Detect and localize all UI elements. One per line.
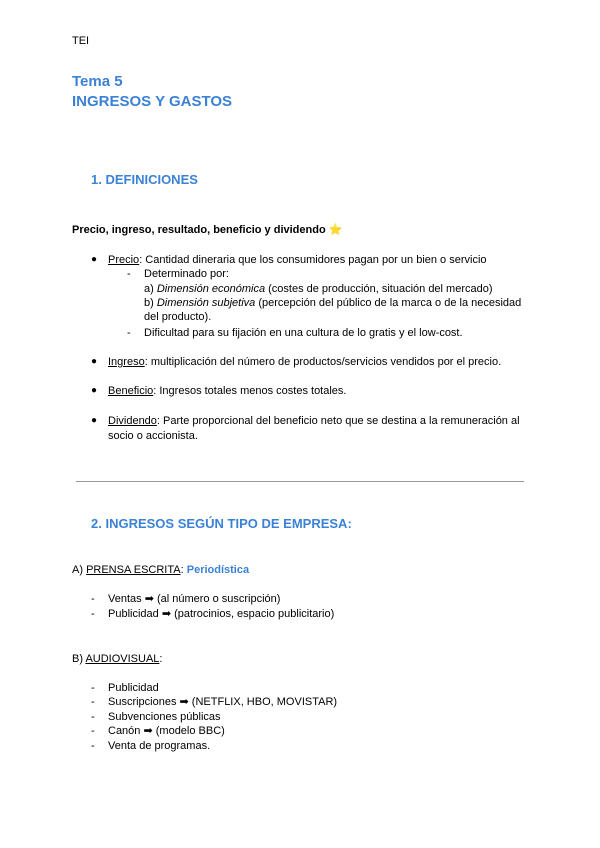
ingreso-text: : multiplicación del número de productos/servicios vendidos por el precio. xyxy=(144,356,502,368)
precio-b-cont: del producto). xyxy=(144,311,212,323)
dash-icon: - xyxy=(91,682,95,694)
a-term: Dimensión económica xyxy=(156,283,266,295)
bullet-dot-icon: ● xyxy=(91,415,98,426)
audiovisual-item: Publicidad xyxy=(108,682,159,694)
page-title: INGRESOS Y GASTOS xyxy=(72,93,233,110)
bullet-dot-icon: ● xyxy=(91,385,98,396)
dash-icon: - xyxy=(91,593,95,605)
dash-icon: - xyxy=(91,740,95,752)
beneficio-text: : Ingresos totales menos costes totales. xyxy=(153,385,347,397)
audiovisual-prefix: B) xyxy=(72,653,86,665)
beneficio-line xyxy=(108,384,346,398)
dividendo-cont: socio o accionista. xyxy=(108,430,198,442)
precio-line xyxy=(108,253,487,267)
prensa-term: PRENSA ESCRITA xyxy=(86,564,181,576)
precio-b-line xyxy=(144,296,521,310)
bullet-dot-icon: ● xyxy=(91,254,98,265)
b-term: Dimensión subjetiva xyxy=(156,297,256,309)
dividendo-text: : Parte proporcional del beneficio neto que se destina a la remuneración al xyxy=(156,415,520,427)
dash-icon: - xyxy=(91,696,95,708)
dash-icon: - xyxy=(91,711,95,723)
prensa-heading xyxy=(72,563,249,577)
precio-determinado: Determinado por: xyxy=(144,268,229,280)
audiovisual-item: Subvenciones públicas xyxy=(108,711,221,723)
audiovisual-term: AUDIOVISUAL xyxy=(85,653,160,665)
ingreso-line xyxy=(108,355,501,369)
audiovisual-colon: : xyxy=(159,653,163,665)
a-text: (costes de producción, situación del mercado) xyxy=(265,283,493,295)
dash-icon: - xyxy=(91,725,95,737)
bullet-dot-icon: ● xyxy=(91,356,98,367)
section1-subtitle xyxy=(72,223,342,236)
audiovisual-item: Canón ➡ (modelo BBC) xyxy=(108,725,225,737)
b-prefix: b) xyxy=(144,297,157,309)
precio-a-line xyxy=(144,282,493,296)
audiovisual-item: Suscripciones ➡ (NETFLIX, HBO, MOVISTAR) xyxy=(108,696,338,708)
doc-code: TEI xyxy=(72,35,90,47)
prensa-tag: Periodística xyxy=(186,564,250,576)
dash-icon: - xyxy=(127,327,131,339)
prensa-prefix: A) xyxy=(72,564,87,576)
prensa-item: Ventas ➡ (al número o suscripción) xyxy=(108,593,281,605)
precio-dificultad: Dificultad para su fijación en una cultura de lo gratis y el low-cost. xyxy=(144,327,463,339)
precio-text: : Cantidad dineraria que los consumidores pagan por un bien o servicio xyxy=(139,254,487,266)
beneficio-term: Beneficio xyxy=(108,385,154,397)
star-icon: ⭐ xyxy=(328,224,343,236)
prensa-colon: : xyxy=(180,564,187,576)
b-text: (percepción del público de la marca o de la necesidad xyxy=(255,297,522,309)
section2-heading: 2. INGRESOS SEGÚN TIPO DE EMPRESA: xyxy=(91,516,352,531)
dash-icon: - xyxy=(127,268,131,280)
precio-term: Precio xyxy=(108,254,140,266)
audiovisual-item: Venta de programas. xyxy=(108,740,211,752)
dividendo-term: Dividendo xyxy=(108,415,157,427)
dash-icon: - xyxy=(91,608,95,620)
topic-number: Tema 5 xyxy=(72,73,123,90)
prensa-item: Publicidad ➡ (patrocinios, espacio publicitario) xyxy=(108,608,335,620)
subtitle-text: Precio, ingreso, resultado, beneficio y dividendo xyxy=(72,224,326,236)
a-prefix: a) xyxy=(144,283,157,295)
section-divider xyxy=(76,481,524,482)
audiovisual-heading xyxy=(72,652,162,666)
section1-heading: 1. DEFINICIONES xyxy=(91,172,198,187)
ingreso-term: Ingreso xyxy=(108,356,145,368)
dividendo-line xyxy=(108,414,520,428)
